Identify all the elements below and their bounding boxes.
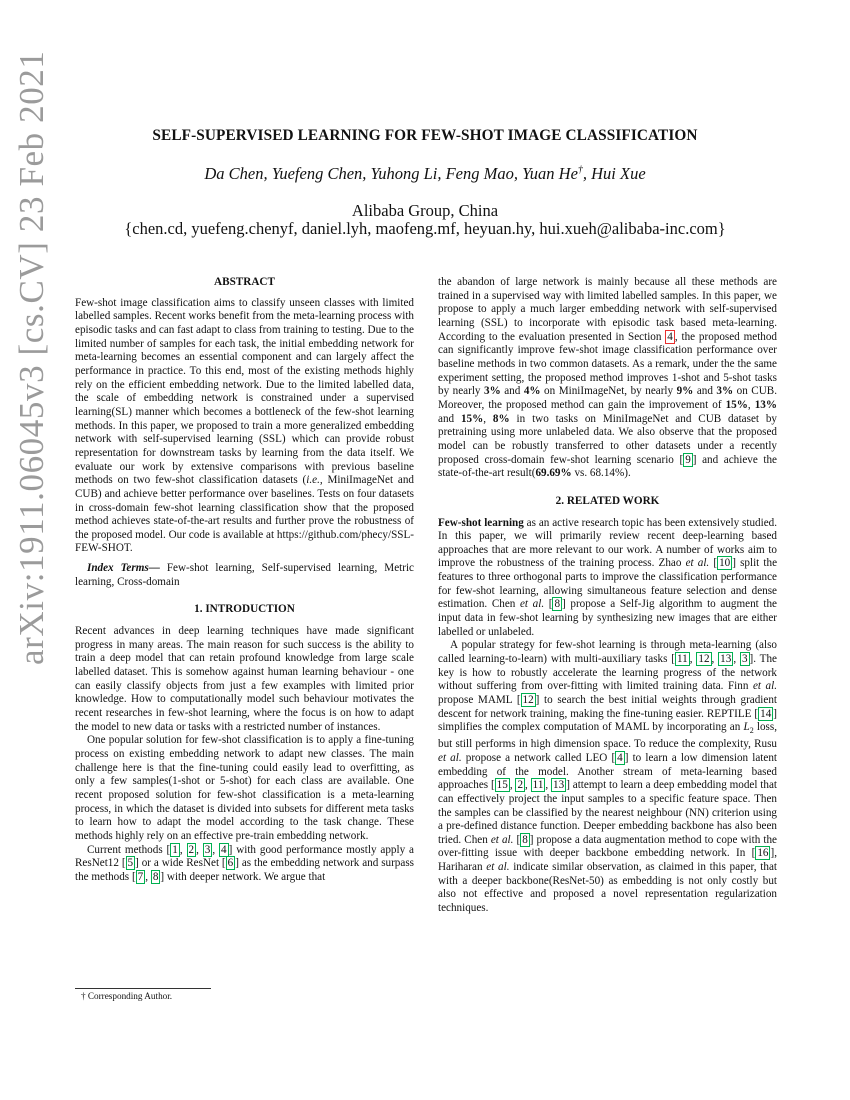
intro-paragraph-1: Recent advances in deep learning techniques have made significant progress in many areas. The main reason for such success is the ability to train a deep model that can retain profound knowledge from large scale labelled dataset. This is somehow against human learning behaviour - one can easily classify objects from just a few examples with limited prior knowledge. How to computationally model such behaviour motivates the recent researches in few-shot learning, where the focus is on how to adapt the model to new data or tasks with a restricted number of instances. <box>75 625 414 733</box>
text-run: propose MAML <box>438 694 517 707</box>
citation-link[interactable]: 13 <box>553 779 565 792</box>
citation-link[interactable]: 2 <box>517 779 524 792</box>
text-run: , <box>483 412 493 425</box>
text-run: as an active research topic has been extensively studied. In this paper, we will primarily review recent deep-learning based approaches that are more relevant to our work. A number of works aim to improve the robustness of the training process. Zhao <box>438 516 778 570</box>
text-run: propose a Self-Jig algorithm to augment the input data in few-shot learning by synthesizing new images that are either labelled or unlabeled. <box>438 598 777 638</box>
text-run: , <box>747 398 755 411</box>
left-column <box>75 276 414 885</box>
text-run: vs. 68.14%). <box>571 467 631 480</box>
abstract-body: Few-shot image classification aims to classify unseen classes with limited labelled samples. Recent works benefit from the meta-learning process with episodic tasks and can fast adapt to class from training to testing. Due to the limited number of samples for each task, the initial embedding network for meta-learning becomes an essential component and can largely affect the performance in practice. To this end, most of the existing methods highly rely on the efficient embedding network. Due to the limited labelled data, the scale of embedding network is constrained under a supervised learning(SL) manner which becomes a bottleneck of the few-shot learning methods. In this paper, we proposed to train a more generalized embedding network with self-supervised learning (SSL) which can provide robust representation for downstream tasks by learning from the data itself. We evaluate our work by extensive comparisons with previous baseline methods on two few-shot classification datasets ( <box>75 296 414 487</box>
text-run: to search the best initial weights through gradient descent for network training, making the fine-tuning easier. REPTILE <box>438 694 777 720</box>
citation-link[interactable]: 5 <box>127 857 134 870</box>
authors-text: Da Chen, Yuefeng Chen, Yuhong Li, Feng Mao, Yuan He <box>204 164 578 183</box>
footnote: † Corresponding Author. <box>81 991 173 1001</box>
citation-link[interactable]: 15 <box>496 779 508 792</box>
text-run: . The key is how to robustly accelerate the learning progress of the network without suffering from over-fitting with limited training data. Finn <box>438 653 777 693</box>
bold-value: 15% <box>725 398 748 411</box>
citation-link[interactable]: 13 <box>720 653 732 666</box>
affiliation: Alibaba Group, China <box>351 201 499 220</box>
bold-value: 4% <box>523 385 541 398</box>
citation-link[interactable]: 8 <box>522 833 528 846</box>
citation-link[interactable]: 10 <box>719 557 731 570</box>
paper-title: SELF-SUPERVISED LEARNING FOR FEW-SHOT IMAGE CLASSIFICATION <box>152 127 698 144</box>
text-run: on MiniImageNet, by nearly <box>540 385 677 398</box>
bold-value: 13% <box>754 398 777 411</box>
authors-tail: , Hui Xue <box>582 164 646 183</box>
citation-link[interactable]: 14 <box>760 707 772 720</box>
citation-link[interactable]: 4 <box>221 843 227 856</box>
bold-value: 15% <box>460 412 484 425</box>
bold-value: 69.69% <box>535 467 572 480</box>
text-run: split the features to three orthogonal parts to improve the classification performance for few-shot learning, allowing simultaneous feature selection and dense estimation. Chen <box>438 557 778 611</box>
citation-link[interactable]: 4 <box>617 751 623 764</box>
text-run: propose a network called LEO <box>461 751 612 764</box>
et-al: et al. <box>490 833 514 846</box>
citation-link[interactable]: 12 <box>698 653 710 666</box>
text-run: , Hariharan <box>438 847 777 874</box>
citation-link[interactable]: 7 <box>137 870 144 883</box>
text-run: or a wide ResNet <box>138 857 222 870</box>
math-subscript: 2 <box>749 726 754 736</box>
text-run: simplifies the complex computation of MAML by incorporating an <box>438 721 744 734</box>
citation-link[interactable]: 8 <box>554 598 561 611</box>
text-run: to learn a low dimension latent embedding of the model. Another stream of meta-learning based approaches <box>438 751 778 792</box>
text-run: with deeper network. We argue that <box>164 870 326 883</box>
footnote-rule <box>75 988 211 989</box>
citation-link[interactable]: 11 <box>532 779 544 792</box>
et-al: et al. <box>486 861 510 874</box>
index-terms-text: Few-shot learning, Self-supervised learning, Metric learning, Cross-domain <box>75 562 414 588</box>
text-run: and <box>438 412 461 425</box>
section-link[interactable]: 4 <box>667 330 673 343</box>
citation-link[interactable]: 6 <box>227 857 234 870</box>
math-symbol: L <box>743 721 750 734</box>
et-al: et al. <box>752 680 777 693</box>
citation-link[interactable]: 9 <box>685 453 691 466</box>
intro-paragraph-4: the abandon of large network is mainly because all these methods are trained in a supervised way with limited labelled samples. In this paper, we propose to apply a much larger embedding network with self-supervised learning (SSL) to incorporate with episodic task based meta-learning. According to the evaluation presented in Section 4 , the proposed method can significantly improve few-shot image classification performance over baseline methods in two common datasets. As a remark, under the the same experiment setting, the proposed method improves 1-shot and 5-shot tasks by nearly 3% and 4% on MiniImageNet, by nearly 9% and 3% on CUB. Moreover, the proposed method can gain the improvement of 15%, 13% and 15%, 8% in two tasks on MiniImageNet and CUB dataset by pretraining using more unlabeled data. We also observe that the proposed model can be robustly transferred to other datasets under a recently proposed cross-domain few-shot learning scenario [ 9 ] and achieve the state-of-the-art result(69.69% vs. 68.14%). <box>438 276 777 480</box>
index-terms <box>75 562 414 589</box>
text-run: , the proposed method can significantly improve few-shot image classification performance over baseline methods in two common datasets. As a remark, under the the same experiment setting, the proposed method improves 1-shot and 5-shot tasks by nearly <box>438 330 777 398</box>
abstract-heading: ABSTRACT <box>214 276 275 288</box>
bold-value: 3% <box>484 385 501 398</box>
citation-link[interactable]: 8 <box>152 870 159 883</box>
abstract-body-tail: MiniImageNet and CUB) and achieve better performance over baselines. Tests on four datasets in cross-domain few-shot learning classification show that the proposed method achieves state-of-the-art results and further prove the robustness of the proposed model. Our code is available at https://github.com/phecy/SSL-FEW-SHOT. <box>75 474 414 555</box>
intro-paragraph-3: Current methods [ 1 , 2 , 3 , 4 ] with good performance mostly apply a ResNet12 [ 5 ] or a wide ResNet [ 6 ] as the embedding network and surpass the methods [ 7 , 8 ] with deeper network. We argue that <box>75 843 414 883</box>
author-emails: {chen.cd, yuefeng.chenyf, daniel.lyh, maofeng.mf, heyuan.hy, hui.xueh@alibaba-inc.com} <box>124 219 726 238</box>
text-run: A popular strategy for few-shot learning is through meta-learning (also called learning-to-learn) with multi-auxiliary tasks <box>438 639 777 666</box>
bold-value: 3% <box>716 385 734 398</box>
section-heading-related-work: 2. RELATED WORK <box>555 494 660 507</box>
citation-link[interactable]: 3 <box>204 843 211 856</box>
text-run: indicate similar observation, as claimed in this paper, that with a deeper backbone(ResNet-50) as embedding is not only costly but also not effective and proposed a novel representation regularization techniques. <box>438 861 778 915</box>
bold-value: 9% <box>676 385 694 398</box>
citation-link[interactable]: 2 <box>188 843 195 856</box>
bold-value: 8% <box>492 412 510 425</box>
text-run: on CUB. Moreover, the proposed method can gain the improvement of <box>438 385 777 411</box>
run-in-heading: Few-shot learning <box>438 516 524 529</box>
dagger-mark: † <box>577 164 583 176</box>
arxiv-stamp: arXiv:1911.06045v3 [cs.CV] 23 Feb 2021 <box>12 50 51 665</box>
text-run: and achieve the state-of-the-art result( <box>438 453 777 480</box>
abstract-text <box>75 297 414 556</box>
text-run: and <box>693 385 717 398</box>
citation-link[interactable]: 16 <box>757 847 769 860</box>
et-al: et al. <box>438 751 462 764</box>
citation-link[interactable]: 11 <box>677 653 688 666</box>
text-run: as the embedding network and surpass the methods <box>75 857 414 883</box>
citation-link[interactable]: 1 <box>172 843 178 856</box>
et-al: et al. <box>685 557 710 570</box>
text-run: Current methods <box>87 843 167 856</box>
index-terms-label: Index Terms— <box>87 562 160 575</box>
citation-link[interactable]: 3 <box>741 653 748 666</box>
related-paragraph-1: Few-shot learning as an active research topic has been extensively studied. In this paper, we will primarily review recent deep-learning based approaches that are more relevant to our work. A number of works aim to improve the robustness of the training process. Zhao et al. [ 10 ] split the features to three orthogonal parts to improve the classification performance for few-shot learning, allowing simultaneous feature selection and dense estimation. Chen et al. [ 8 ] propose a Self-Jig algorithm to augment the input data in few-shot learning by synthesizing new images that are either labelled or unlabeled. <box>438 516 778 638</box>
intro-paragraph-2: One popular solution for few-shot classification is to apply a fine-tuning process on existing embedding network to adapt new classes. The main challenge here is that the fine-tuning could easily lead to overfitting, as only a few samples(1-shot or 5-shot) for each class are available. One recent proposed solution for few-shot classification is a meta-learning process, in which the dataset is divided into subsets for different meta tasks to learn how to adapt the model according to the task change. These methods highly rely on an effective pre-train embedding network. <box>75 734 414 842</box>
et-al: et al. <box>519 598 545 611</box>
text-run: attempt to learn a deep embedding model that can effectively project the input samples to a specific feature space. Then the samples can be classified by the nearest neighbour (NN) criterion using a pre-defined distance function. Deeper embedding backbone has also been tried. Chen <box>438 779 778 846</box>
abstract-ie: i.e., <box>306 474 323 487</box>
text-run: in two tasks on MiniImageNet and CUB dataset by pretraining using more unlabeled data. We also observe that the proposed model can be robustly transferred to other datasets under a recently proposed cross-domain few-shot learning scenario <box>438 412 777 466</box>
right-column <box>438 276 777 916</box>
text-run: loss, but still performs in high dimension space. To reduce the complexity, Rusu <box>438 721 777 751</box>
related-paragraph-2: A popular strategy for few-shot learning is through meta-learning (also called learning-to-learn) with multi-auxiliary tasks [ 11 , 12 , 13 , 3 ]. The key is how to robustly accelerate the learning progress of the network without suffering from over-fitting with limited training data. Finn et al. propose MAML [ 12 ] to search the best initial weights through gradient descent for network training, making the fine-tuning easier. REPTILE [ 14 ] simplifies the complex computation of MAML by incorporating an $L_2$ loss, but still performs in high dimension space. To reduce the complexity, Rusu et al. propose a network called LEO [ 4 ] to learn a low dimension latent embedding of the model. Another stream of meta-learning based approaches [ 15 , 2 , 11 , 13 ] attempt to learn a deep embedding model that can effectively project the input samples to a specific feature space. Then the samples can be classified by the nearest neighbour (NN) criterion using a pre-defined distance function. Deeper embedding backbone has also been tried. Chen et al. [ 8 ] propose a data augmentation method to cope with the over-fitting issue with deeper backbone embedding network. In [ 16 ], Hariharan et al. indicate similar observation, as claimed in this paper, that with a deeper backbone(ResNet-50) as embedding is not only costly but also not effective and proposed a novel representation regularization techniques. <box>438 639 778 915</box>
text-run: the abandon of large network is mainly because all these methods are trained in a supervised way with limited labelled samples. In this paper, we propose to apply a much larger embedding network with self-supervised learning (SSL) to incorporate with episodic task based meta-learning. According to the evaluation presented in Section <box>438 276 777 343</box>
text-run: propose a data augmentation method to cope with the over-fitting issue with deeper backbone embedding network. In <box>438 833 777 860</box>
text-run: and <box>500 385 524 398</box>
text-run: with good performance mostly apply a ResNet12 <box>75 843 414 870</box>
citation-link[interactable]: 12 <box>522 694 534 707</box>
section-heading-introduction: 1. INTRODUCTION <box>194 603 295 616</box>
author-list <box>75 164 775 184</box>
